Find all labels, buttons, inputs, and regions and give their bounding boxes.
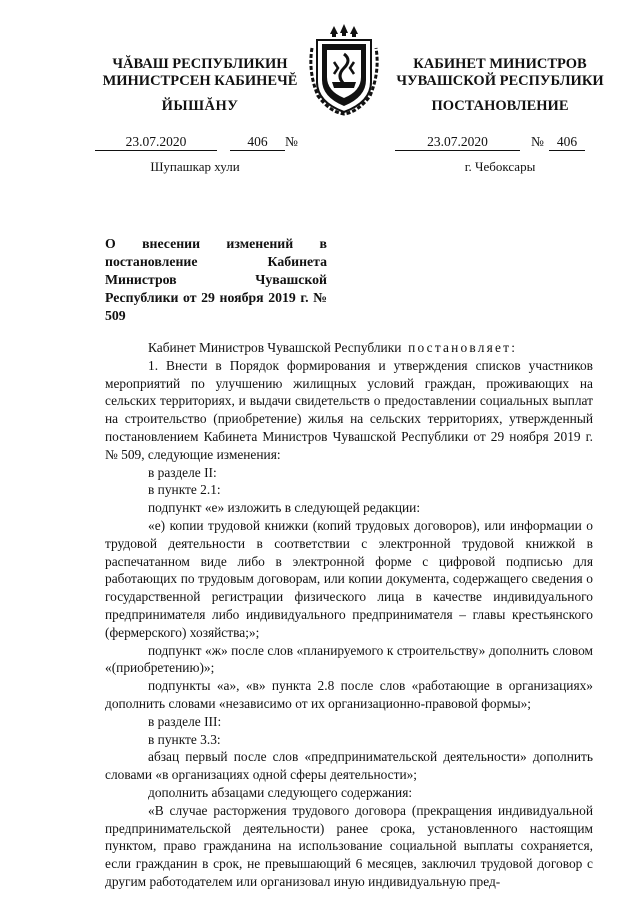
document-subject: О внесении изменений в постановление Кабинета Министров Чувашской Республики от 29 ноября 2019 г. № 509 (105, 236, 327, 323)
left-org-line2: МИНИСТРСЕН КАБИНЕЧĔ (102, 73, 298, 89)
body-paragraph: в разделе II: (148, 464, 217, 480)
body-paragraph: в пункте 3.3: (148, 731, 221, 747)
body-paragraph: дополнить абзацами следующего содержания: (148, 784, 413, 800)
document-body (105, 339, 593, 891)
right-city: г. Чебоксары (464, 159, 536, 174)
left-org-name (95, 56, 305, 90)
left-number: 406 (230, 134, 285, 151)
body-paragraph: «е) копии трудовой книжки (копий трудовых договоров), или информации о трудовой деятельности в соответствии с электронной трудовой книжкой в распечатанном виде либо в электронной форме с цифровой подписью для работающих по трудовым договорам, или копии документа, содержащего сведения о государственной регистрации физического лица в качестве индивидуального предпринимателя либо индивидуального предпринимателя – главы крестьянского (фермерского) хозяйства;»; (105, 517, 593, 640)
left-org-line1: ЧĂВАШ РЕСПУБЛИКИН (112, 56, 288, 72)
body-paragraph: в пункте 2.1: (148, 482, 221, 498)
right-date: 23.07.2020 (395, 134, 520, 151)
right-number: 406 (549, 134, 585, 151)
left-doc-type: ЙЫШĂНУ (161, 98, 239, 114)
intro-spaced: постановляет: (408, 340, 518, 355)
intro-paragraph (105, 339, 593, 357)
intro-text: Кабинет Министров Чувашской Республики (148, 340, 402, 355)
body-paragraph: подпункт «е» изложить в следующей редакции: (148, 500, 421, 516)
body-paragraph: подпункт «ж» после слов «планируемого к строительству» дополнить словом «(приобретению)»; (105, 642, 593, 676)
right-org-line1: КАБИНЕТ МИНИСТРОВ (413, 56, 587, 72)
body-paragraph: «В случае расторжения трудового договора (прекращения индивидуальной предпринимательской деятельности) ранее срока, установленного настоящим пунктом, право гражданина на использование социальной выплаты сохраняется, если гражданин в срок, не превышающий 6 месяцев, заключил трудовой договор с другим работодателем или организовал иную индивидуальную пред- (105, 802, 593, 889)
body-paragraph: абзац первый после слов «предпринимательской деятельности» дополнить словами «в организациях одной сферы деятельности»; (105, 749, 593, 783)
right-org-line2: ЧУВАШСКОЙ РЕСПУБЛИКИ (396, 73, 604, 89)
body-paragraph: подпункты «а», «в» пункта 2.8 после слов «работающие в организациях» дополнить словами «независимо от их организационно-правовой формы»; (105, 678, 593, 711)
left-date-line (95, 134, 310, 150)
body-paragraph: 1. Внести в Порядок формирования и утверждения списков участников мероприятий по улучшению жилищных условий граждан, проживающих на сельских территориях, и выдачи свидетельств о предоставлении социальных выплат на строительство (приобретение) жилья на сельских территориях, утвержденный постановлением Кабинета Министров Чувашской Республики от 29 ноября 2019 г. № 509, следующие изменения: (105, 357, 593, 462)
coat-of-arms-icon (308, 22, 380, 116)
right-number-sign: № (531, 134, 544, 149)
right-date-line (395, 134, 600, 150)
left-date: 23.07.2020 (95, 134, 217, 151)
left-city: Шупашкар хули (150, 159, 240, 174)
left-number-sign: № (285, 134, 298, 149)
body-paragraph: в разделе III: (148, 713, 222, 729)
right-doc-type: ПОСТАНОВЛЕНИЕ (431, 98, 569, 114)
right-org-name (385, 56, 615, 90)
